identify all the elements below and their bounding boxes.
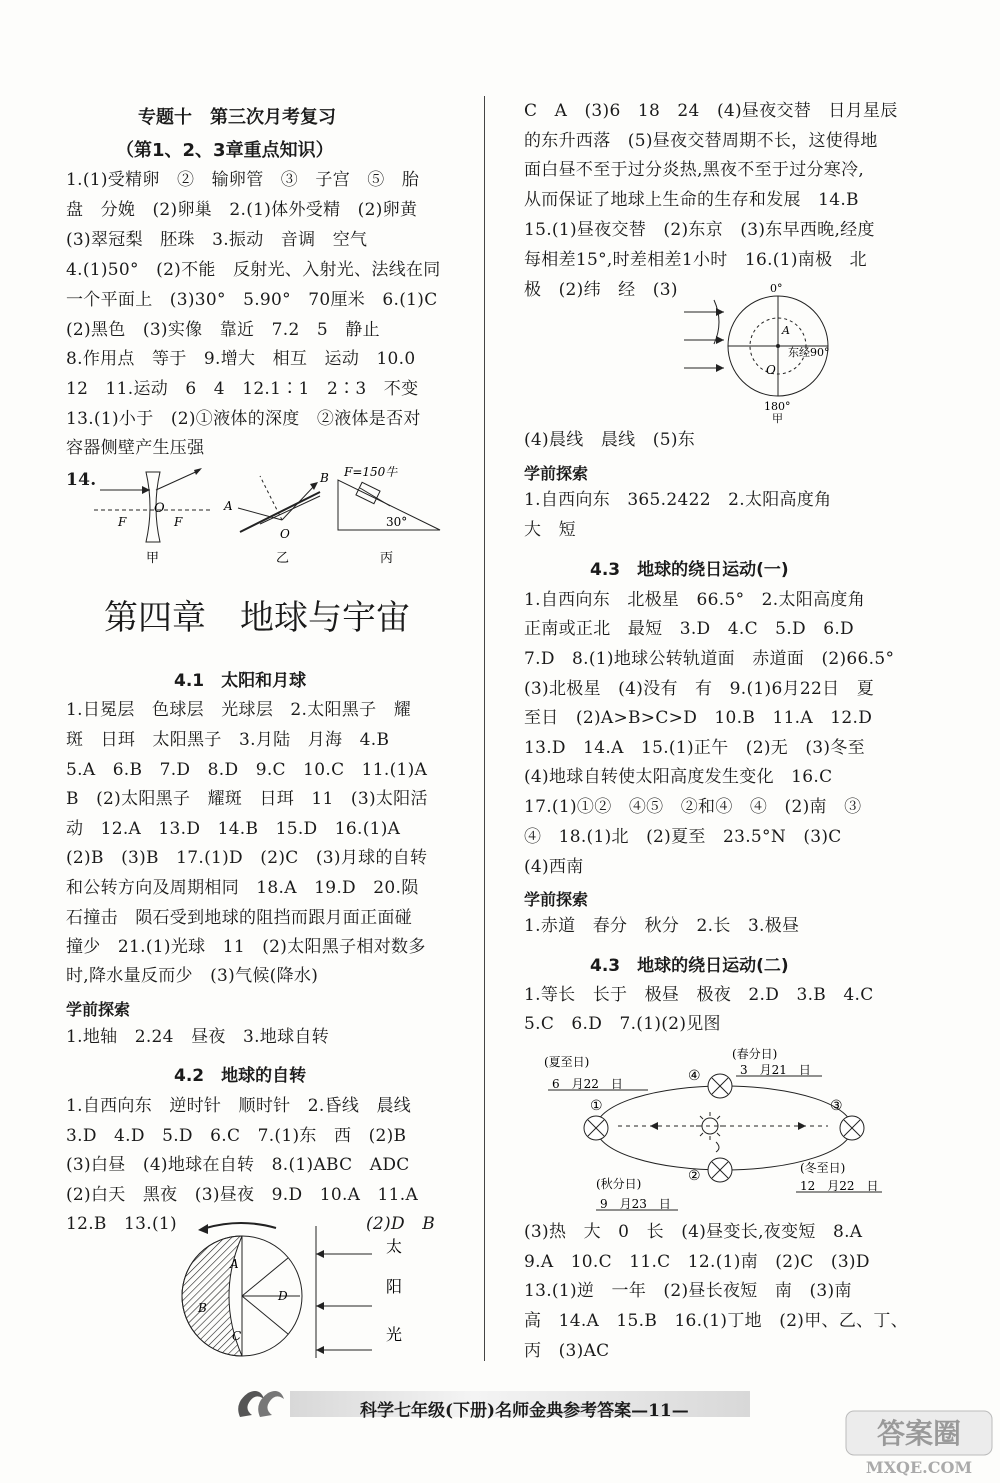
- label-spring-date: 3 月21 日: [740, 1063, 811, 1077]
- label-jia: 甲: [146, 551, 160, 566]
- answer-line: (3)热 大 0 长 (4)昼变长,夜变短 8.A: [524, 1222, 863, 1242]
- figure-14-optics: [90, 462, 450, 572]
- section-4-3a-title: 4.3 地球的绕日运动(一): [590, 560, 789, 580]
- label-winter-solstice: (冬至日): [800, 1161, 846, 1175]
- footer-text: 科学七年级(下册)名师金典参考答案—11—: [360, 1401, 689, 1421]
- answer-line: (3)北极星 (4)没有 有 9.(1)6月22日 夏: [524, 679, 875, 699]
- answer-line: 8.作用点 等于 9.增大 相互 运动 10.0: [66, 349, 416, 369]
- label-a: A: [230, 1257, 239, 1271]
- label-a: A: [782, 324, 790, 337]
- answer-line: 13.(1)逆 一年 (2)昼长夜短 南 (3)南: [524, 1281, 852, 1301]
- section-title-review: 专题十 第三次月考复习: [138, 107, 336, 128]
- answer-line: 1.自西向东 北极星 66.5° 2.太阳高度角: [524, 590, 865, 610]
- answer-line: 1.自西向东 365.2422 2.太阳高度角: [524, 490, 832, 510]
- pre-study-heading: 学前探索: [524, 464, 589, 483]
- label-jia: 甲: [772, 412, 783, 425]
- label-summer-solstice: (夏至日): [544, 1055, 590, 1069]
- answer-line: 5.C 6.D 7.(1)(2)见图: [524, 1014, 721, 1034]
- answer-line: 4.(1)50° (2)不能 反射光、入射光、法线在同: [66, 260, 441, 280]
- answer-line: 高 14.A 15.B 16.(1)丁地 (2)甲、乙、丁、: [524, 1311, 909, 1331]
- answer-line: 动 12.A 13.D 14.B 15.D 16.(1)A: [66, 819, 401, 839]
- pre-study-heading: 学前探索: [66, 1000, 131, 1019]
- answer-line: 17.(1)①② ④⑤ ②和④ ④ (2)南 ③: [524, 797, 862, 817]
- label-east-90: 东经90°: [788, 346, 830, 359]
- section-subtitle-review: （第1、2、3章重点知识）: [116, 140, 334, 161]
- label-o: O: [154, 501, 165, 516]
- label-f-right: F: [174, 515, 183, 529]
- label-force: F=150牛: [344, 465, 398, 479]
- label-tai: 太: [386, 1237, 403, 1256]
- label-yi: 乙: [276, 551, 290, 566]
- label-guang: 光: [386, 1325, 403, 1344]
- answer-line: 时,降水量反而少 (3)气候(降水): [66, 966, 319, 986]
- chapter-title: 第四章 地球与宇宙: [104, 598, 410, 638]
- label-autumn-equinox: (秋分日): [596, 1177, 642, 1191]
- label-o: O: [766, 363, 776, 377]
- answer-line: 12 11.运动 6 4 12.1∶1 2∶3 不变: [66, 379, 419, 399]
- answer-line: (4)地球自转使太阳高度发生变化 16.C: [524, 767, 833, 787]
- watermark-text: 答案圈: [876, 1417, 962, 1450]
- label-position-1: ①: [590, 1098, 603, 1114]
- answer-line: 面白昼不至于过分炎热,黑夜不至于过分寒冷,: [524, 160, 865, 180]
- answer-line: (4)西南: [524, 857, 584, 877]
- answer-line: 1.赤道 春分 秋分 2.长 3.极昼: [524, 916, 800, 936]
- answer-line: (4)晨线 晨线 (5)东: [524, 430, 696, 450]
- answer-line: 5.A 6.B 7.D 8.D 9.C 10.C 11.(1)A: [66, 760, 428, 780]
- answer-line: (3)翠冠梨 胚珠 3.振动 音调 空气: [66, 230, 368, 250]
- label-angle: 30°: [386, 515, 408, 529]
- label-0-degree: 0°: [770, 282, 783, 295]
- answer-line: 3.D 4.D 5.D 6.C 7.(1)东 西 (2)B: [66, 1126, 407, 1146]
- answer-line: 大 短: [524, 520, 576, 540]
- answer-line: 13.(1)小于 (2)①液体的深度 ②液体是否对: [66, 409, 421, 429]
- label-b: B: [198, 1301, 207, 1315]
- answer-line: 1.地轴 2.24 昼夜 3.地球自转: [66, 1027, 329, 1047]
- answer-line: 和公转方向及周期相同 18.A 19.D 20.陨: [66, 878, 419, 898]
- answer-line: 一个平面上 (3)30° 5.90° 70厘米 6.(1)C: [66, 290, 438, 310]
- answer-line: 15.(1)昼夜交替 (2)东京 (3)东早西晚,经度: [524, 220, 875, 240]
- answer-line: 正南或正北 最短 3.D 4.C 5.D 6.D: [524, 619, 854, 639]
- label-position-2: ②: [688, 1168, 701, 1184]
- answer-line: 撞少 21.(1)光球 11 (2)太阳黑子相对数多: [66, 937, 426, 957]
- answer-line: 容器侧壁产生压强: [66, 438, 205, 458]
- answer-line: 1.日冕层 色球层 光球层 2.太阳黑子 耀: [66, 700, 412, 720]
- section-4-3b-title: 4.3 地球的绕日运动(二): [590, 956, 789, 976]
- answer-line: 每相差15°,时差相差1小时 16.(1)南极 北: [524, 250, 867, 270]
- label-autumn-date: 9 月23 日: [600, 1197, 671, 1211]
- pre-study-heading: 学前探索: [524, 890, 589, 909]
- answer-line: 斑 日珥 太阳黑子 3.月陆 月海 4.B: [66, 730, 390, 750]
- label-b: B: [320, 471, 329, 485]
- figure-16-globe: [684, 282, 884, 425]
- answer-line: ④ 18.(1)北 (2)夏至 23.5°N (3)C: [524, 827, 842, 847]
- answer-line: (2)白天 黑夜 (3)昼夜 9.D 10.A 11.A: [66, 1185, 419, 1205]
- answer-line: (2)D B: [366, 1214, 436, 1234]
- label-bing: 丙: [380, 551, 394, 566]
- answer-line: (2)B (3)B 17.(1)D (2)C (3)月球的自转: [66, 848, 428, 868]
- label-d: D: [278, 1289, 288, 1303]
- answer-line: 石撞击 陨石受到地球的阻挡而跟月面正面碰: [66, 908, 412, 928]
- figure-7-earth-orbit: [538, 1040, 908, 1215]
- answer-line: 1.等长 长于 极昼 极夜 2.D 3.B 4.C: [524, 985, 874, 1005]
- watermark-url: MXQE.COM: [865, 1458, 973, 1477]
- label-position-3: ③: [830, 1098, 843, 1114]
- answer-line: 至日 (2)A>B>C>D 10.B 11.A 12.D: [524, 708, 873, 728]
- answer-line: 的东升西落 (5)昼夜交替周期不长，这使得地: [524, 131, 878, 151]
- answer-line: 极 (2)纬 经 (3): [524, 280, 678, 300]
- page-footer: [230, 1383, 750, 1423]
- answer-line: (2)黑色 (3)实像 靠近 7.2 5 静止: [66, 320, 380, 340]
- answer-line: B (2)太阳黑子 耀斑 日珥 11 (3)太阳活: [66, 789, 428, 809]
- answer-line: 1.自西向东 逆时针 顺时针 2.昏线 晨线: [66, 1096, 412, 1116]
- publisher-logo: [230, 1383, 300, 1423]
- answer-line: 从而保证了地球上生命的生存和发展 14.B: [524, 190, 859, 210]
- label-o2: O: [280, 527, 290, 541]
- answer-line: (3)白昼 (4)地球在自转 8.(1)ABC ADC: [66, 1155, 410, 1175]
- label-a: A: [224, 499, 233, 513]
- answer-line: 7.D 8.(1)地球公转轨道面 赤道面 (2)66.5°: [524, 649, 895, 669]
- answer-line: 丙 (3)AC: [524, 1341, 610, 1361]
- section-4-2-title: 4.2 地球的自转: [174, 1066, 307, 1086]
- answer-line: 1.(1)受精卵 ② 输卵管 ③ 子宫 ⑤ 胎: [66, 170, 420, 190]
- section-4-1-title: 4.1 太阳和月球: [174, 671, 307, 691]
- label-c: C: [232, 1329, 242, 1343]
- label-position-4: ④: [688, 1068, 701, 1084]
- answer-line: 13.D 14.A 15.(1)正午 (2)无 (3)冬至: [524, 738, 865, 758]
- label-180-degree: 180°: [764, 400, 791, 413]
- answer-line: C A (3)6 18 24 (4)昼夜交替 日月星辰: [524, 101, 898, 121]
- label-spring-equinox: (春分日): [732, 1047, 778, 1061]
- column-divider: [484, 96, 485, 1361]
- answer-line: 12.B 13.(1): [66, 1214, 177, 1234]
- label-yang: 阳: [386, 1277, 403, 1296]
- label-f-left: F: [118, 515, 127, 529]
- label-winter-date: 12 月22 日: [800, 1179, 879, 1193]
- answer-line: 盘 分娩 (2)卵巢 2.(1)体外受精 (2)卵黄: [66, 200, 418, 220]
- question-14-label: 14.: [66, 470, 97, 490]
- figure-13-earth-rotation: [176, 1222, 403, 1362]
- watermark-logo: [844, 1409, 994, 1479]
- answer-line: 9.A 10.C 11.C 12.(1)南 (2)C (3)D: [524, 1252, 870, 1272]
- label-summer-date: 6 月22 日: [552, 1077, 623, 1091]
